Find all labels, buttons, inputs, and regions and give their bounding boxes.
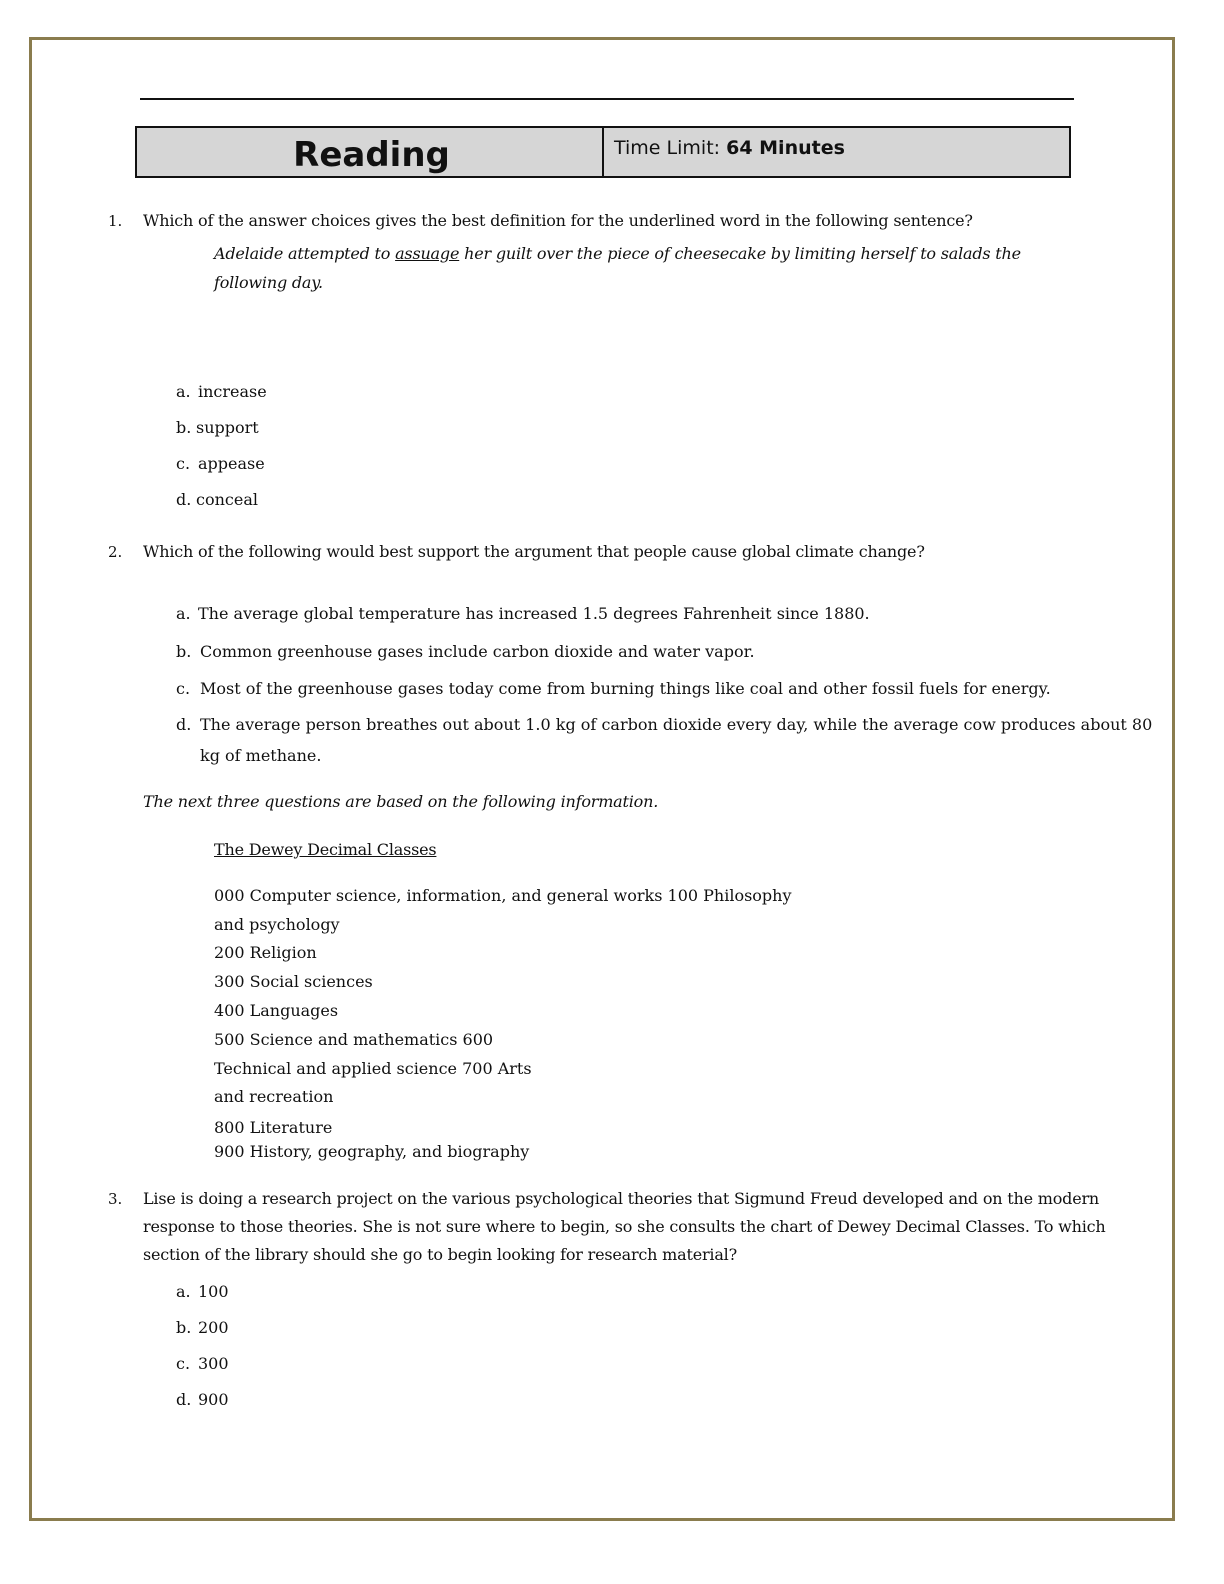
section-title: Reading <box>293 135 450 175</box>
dewey-line: 300 Social sciences <box>214 972 373 991</box>
option-text: conceal <box>196 490 258 509</box>
dewey-line: 000 Computer science, information, and general works 100 Philosophy <box>214 886 792 905</box>
time-limit-cell <box>604 128 1069 176</box>
dewey-line: 800 Literature <box>214 1118 333 1137</box>
header-rule <box>140 98 1074 100</box>
option-letter: c. <box>176 454 191 473</box>
option-letter: d. <box>176 715 192 734</box>
option-letter: a. <box>176 604 191 623</box>
dewey-line: 900 History, geography, and biography <box>214 1142 530 1161</box>
sentence-start: Adelaide attempted to <box>214 244 396 263</box>
answer-option[interactable] <box>176 604 870 623</box>
question-text: Which of the answer choices gives the best definition for the underlined word in the following sentence? <box>143 211 973 230</box>
dewey-list <box>214 882 792 1166</box>
question-number: 1. <box>108 212 123 230</box>
option-text: 100 <box>198 1282 229 1301</box>
option-letter: c. <box>176 679 191 698</box>
option-text: support <box>196 418 259 437</box>
option-text: 300 <box>198 1354 229 1373</box>
option-text: The average global temperature has increased 1.5 degrees Fahrenheit since 1880. <box>198 604 870 623</box>
answer-option[interactable] <box>176 382 267 401</box>
dewey-line: 500 Science and mathematics 600 <box>214 1030 494 1049</box>
option-text: Common greenhouse gases include carbon dioxide and water vapor. <box>200 642 755 661</box>
option-text: The average person breathes out about 1.0 kg of carbon dioxide every day, while the average cow produces about 80 <box>200 715 1153 734</box>
dewey-line: and psychology <box>214 915 340 934</box>
question-text: response to those theories. She is not sure where to begin, so she consults the chart of Dewey Decimal Classes. To which <box>143 1217 1106 1236</box>
question-text: section of the library should she go to begin looking for research material? <box>143 1245 737 1264</box>
answer-option[interactable] <box>176 1282 229 1301</box>
passage-intro: The next three questions are based on the following information. <box>143 792 659 811</box>
dewey-line: 400 Languages <box>214 1001 339 1020</box>
option-text: increase <box>198 382 267 401</box>
option-letter: b. <box>176 418 192 437</box>
option-letter: b. <box>176 642 192 661</box>
answer-option[interactable] <box>176 679 1051 698</box>
option-text: 200 <box>198 1318 229 1337</box>
underlined-word: assuage <box>395 244 460 263</box>
option-letter: d. <box>176 1390 192 1409</box>
example-sentence-line2: following day. <box>214 273 323 292</box>
question-number: 2. <box>108 543 123 561</box>
option-text: 900 <box>198 1390 229 1409</box>
option-letter: d. <box>176 490 192 509</box>
option-text: appease <box>198 454 265 473</box>
answer-option[interactable] <box>176 1354 229 1373</box>
section-header <box>135 126 1071 178</box>
dewey-line: Technical and applied science 700 Arts <box>214 1059 532 1078</box>
option-letter: a. <box>176 382 191 401</box>
option-text-continued: kg of methane. <box>200 746 322 765</box>
dewey-line: 200 Religion <box>214 943 317 962</box>
question-number: 3. <box>108 1190 123 1208</box>
option-letter: b. <box>176 1318 192 1337</box>
answer-option[interactable] <box>176 418 259 437</box>
answer-option[interactable] <box>176 454 265 473</box>
time-limit-value: 64 Minutes <box>726 137 845 159</box>
dewey-title: The Dewey Decimal Classes <box>214 840 437 859</box>
question-text: Which of the following would best support the argument that people cause global climate change? <box>143 542 925 561</box>
option-text: Most of the greenhouse gases today come from burning things like coal and other fossil fuels for energy. <box>200 679 1051 698</box>
example-sentence <box>214 244 1021 263</box>
option-letter: a. <box>176 1282 191 1301</box>
answer-option[interactable] <box>176 642 755 661</box>
time-limit-label: Time Limit: <box>614 137 727 159</box>
answer-option[interactable] <box>176 715 1152 734</box>
answer-option[interactable] <box>176 1318 229 1337</box>
sentence-rest: her guilt over the piece of cheesecake by limiting herself to salads the <box>459 244 1021 263</box>
question-text: Lise is doing a research project on the various psychological theories that Sigmund Freud developed and on the modern <box>143 1189 1100 1208</box>
answer-option[interactable] <box>176 1390 229 1409</box>
section-title-cell <box>137 128 604 176</box>
option-letter: c. <box>176 1354 191 1373</box>
answer-option[interactable] <box>176 490 258 509</box>
dewey-line: and recreation <box>214 1087 334 1106</box>
